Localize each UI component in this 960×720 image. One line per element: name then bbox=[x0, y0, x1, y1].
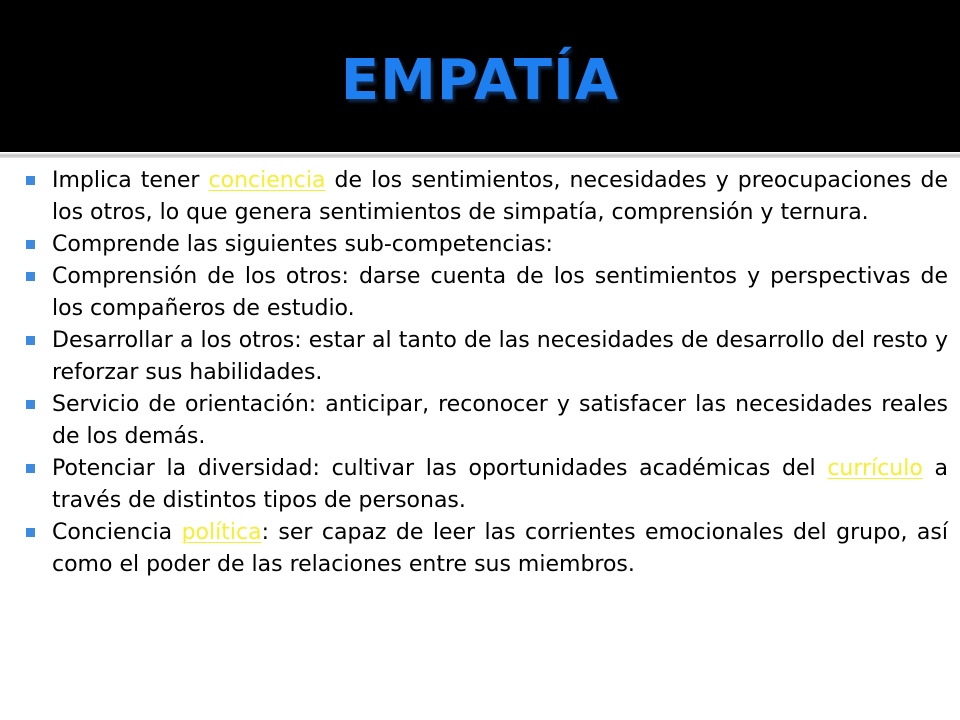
bullet-text: Conciencia bbox=[52, 520, 182, 545]
title-bar bbox=[0, 0, 960, 152]
bullet-text: a través de distintos tipos de personas. bbox=[52, 456, 948, 513]
square-bullet-icon bbox=[26, 528, 35, 537]
bullet-text: Comprensión de los otros: darse cuenta de los sentimientos y perspectivas de los compañeros de estudio. bbox=[52, 264, 948, 321]
link-politica[interactable]: política bbox=[181, 520, 262, 545]
square-bullet-icon bbox=[26, 240, 35, 249]
bullet-item-conciencia bbox=[22, 165, 948, 229]
bullet-item-sub-competencias bbox=[22, 229, 948, 261]
square-bullet-icon bbox=[26, 336, 35, 345]
bullet-text: Implica tener bbox=[52, 168, 209, 193]
bullet-text: : ser capaz de leer las corrientes emocionales del grupo, así como el poder de las relaciones entre sus miembros. bbox=[52, 520, 948, 577]
bullet-item-comprension bbox=[22, 261, 948, 325]
title-divider bbox=[0, 153, 960, 158]
bullet-item-desarrollar bbox=[22, 325, 948, 389]
bullet-text: Servicio de orientación: anticipar, reconocer y satisfacer las necesidades reales de los demás. bbox=[52, 392, 948, 449]
square-bullet-icon bbox=[26, 400, 35, 409]
bullet-text: Comprende las siguientes sub-competencias: bbox=[52, 232, 553, 257]
bullet-item-servicio bbox=[22, 389, 948, 453]
bullet-item-politica bbox=[22, 517, 948, 581]
bullet-text: de los sentimientos, necesidades y preocupaciones de los otros, lo que genera sentimientos de simpatía, comprensión y ternura. bbox=[52, 168, 948, 225]
square-bullet-icon bbox=[26, 464, 35, 473]
bullet-item-diversidad bbox=[22, 453, 948, 517]
link-conciencia[interactable]: conciencia bbox=[208, 168, 326, 193]
link-curriculo[interactable]: currículo bbox=[827, 456, 923, 481]
square-bullet-icon bbox=[26, 272, 35, 281]
slide-title: EMPATÍA bbox=[340, 48, 620, 113]
bullet-text: Potenciar la diversidad: cultivar las oportunidades académicas del bbox=[52, 456, 828, 481]
bullet-list bbox=[22, 165, 948, 581]
square-bullet-icon bbox=[26, 176, 35, 185]
bullet-text: Desarrollar a los otros: estar al tanto de las necesidades de desarrollo del resto y reforzar sus habilidades. bbox=[52, 328, 948, 385]
